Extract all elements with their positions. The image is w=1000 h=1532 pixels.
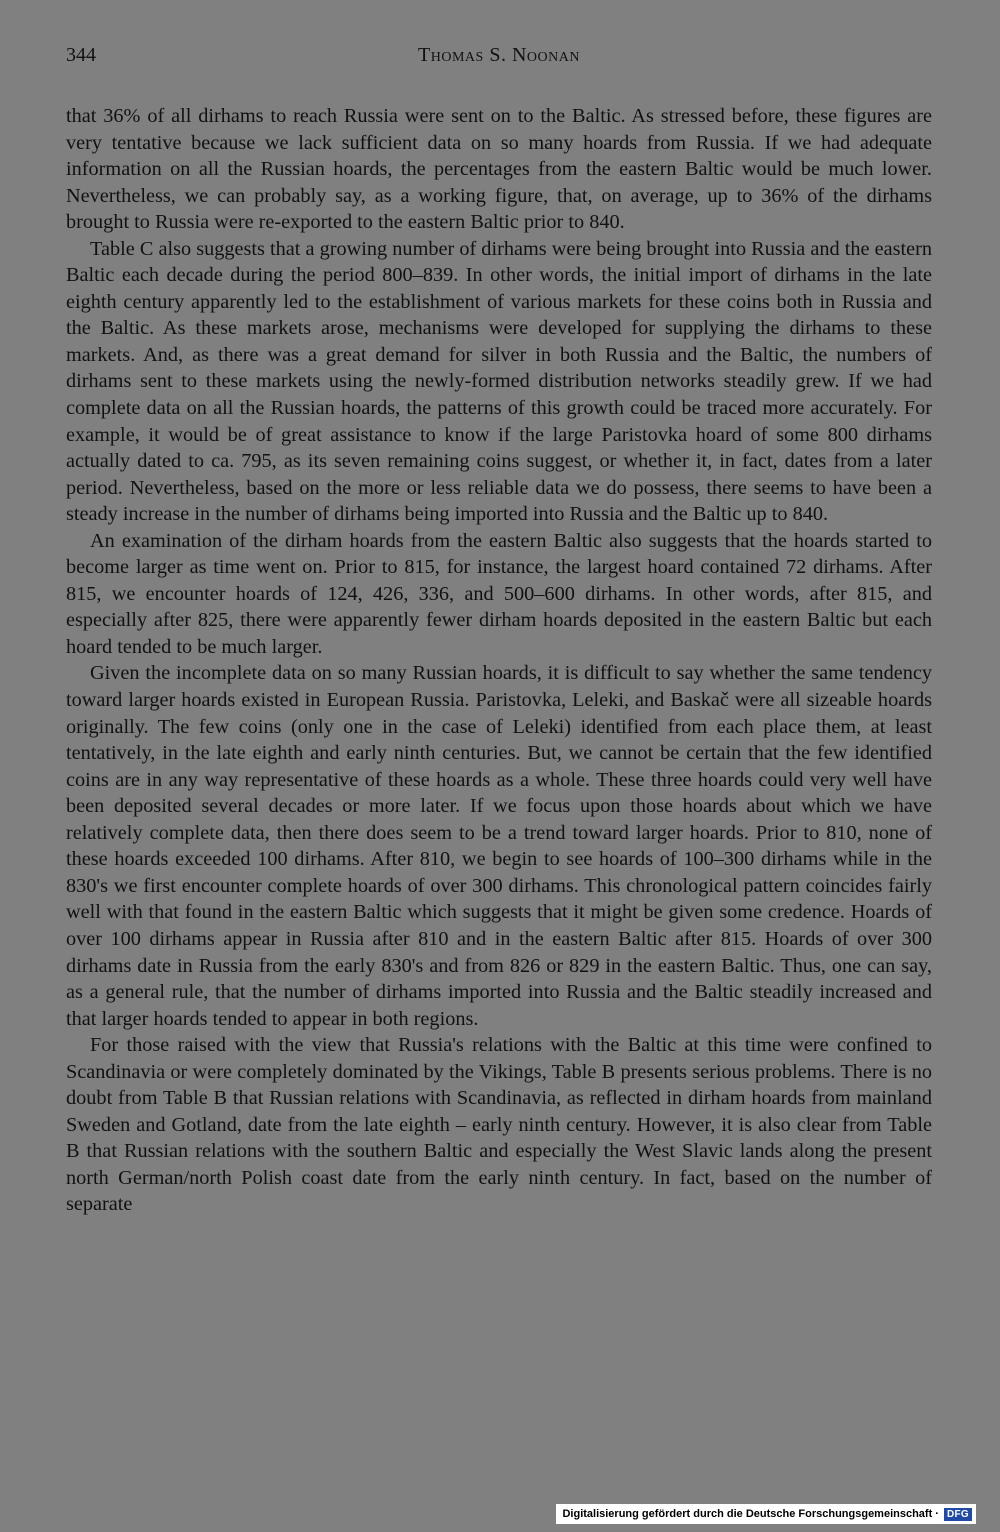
- body-text: [66, 103, 932, 1218]
- paragraph: Given the incomplete data on so many Russian hoards, it is difficult to say whether the same tendency toward larger hoards existed in European Russia. Paristovka, Leleki, and Baskač were all sizeable hoards originally. The few coins (only one in the case of Leleki) identified from each place them, at least tentatively, in the late eighth and early ninth centuries. But, we cannot be certain that the few identified coins are in any way representative of these hoards as a whole. These three hoards could very well have been deposited several decades or more later. If we focus upon those hoards about which we have relatively complete data, then there does seem to be a trend toward larger hoards. Prior to 810, none of these hoards exceeded 100 dirhams. After 810, we begin to see hoards of 100–300 dirhams while in the 830's we first encounter complete hoards of over 300 dirhams. This chronological pattern coincides fairly well with that found in the eastern Baltic which suggests that it might be given some credence. Hoards of over 100 dirhams appear in Russia after 810 and in the eastern Baltic after 815. Hoards of over 300 dirhams date in Russia from the early 830's and from 826 or 829 in the eastern Baltic. Thus, one can say, as a general rule, that the number of dirhams imported into Russia and the Baltic steadily increased and that larger hoards tended to appear in both regions.: [66, 662, 932, 1030]
- paragraph: Table C also suggests that a growing number of dirhams were being brought into Russia and the eastern Baltic each decade during the period 800–839. In other words, the initial import of dirhams in the late eighth century apparently led to the establishment of various markets for these coins both in Russia and the Baltic. As these markets arose, mechanisms were developed for supplying the dirhams to these markets. And, as there was a great demand for silver in both Russia and the Baltic, the numbers of dirhams sent to these markets using the newly-formed distribution networks steadily grew. If we had complete data on all the Russian hoards, the patterns of this growth could be traced more accurately. For example, it would be of great assistance to know if the large Paristovka hoard of some 800 dirhams actually dated to ca. 795, as its seven remaining coins suggest, or whether it, in fact, dates from a later period. Nevertheless, based on the more or less reliable data we do possess, there seems to have been a steady increase in the number of dirhams being imported into Russia and the Baltic up to 840.: [66, 237, 932, 526]
- paragraph: For those raised with the view that Russia's relations with the Baltic at this time were confined to Scandinavia or were completely dominated by the Vikings, Table B presents serious problems. There is no doubt from Table B that Russian relations with Scandinavia, as reflected in dirham hoards from mainland Sweden and Gotland, date from the late eighth – early ninth century. However, it is also clear from Table B that Russian relations with the southern Baltic and especially the West Slavic lands along the present north German/north Polish coast date from the early ninth century. In fact, based on the number of separate: [66, 1034, 932, 1216]
- running-head-author: Thomas S. Noonan: [418, 44, 580, 66]
- dfg-logo: DFG: [944, 1508, 972, 1521]
- paragraph: An examination of the dirham hoards from the eastern Baltic also suggests that the hoards started to become larger as time went on. Prior to 815, for instance, the largest hoard contained 72 dirhams. After 815, we encounter hoards of 124, 426, 336, and 500–600 dirhams. In other words, after 815, and especially after 825, there were apparently fewer dirham hoards deposited in the eastern Baltic but each hoard tended to be much larger.: [66, 529, 932, 658]
- paragraph: that 36% of all dirhams to reach Russia were sent on to the Baltic. As stressed before, these figures are very tentative because we lack sufficient data on so many hoards from Russia. If we had adequate information on all the Russian hoards, the percentages from the eastern Baltic would be much lower. Nevertheless, we can probably say, as a working figure, that, on average, up to 36% of the dirhams brought to Russia were re-exported to the eastern Baltic prior to 840.: [66, 105, 932, 234]
- digitization-credit-text: Digitalisierung gefördert durch die Deutsche Forschungsgemeinschaft ·: [562, 1508, 939, 1520]
- page-number: 344: [66, 44, 96, 66]
- running-head: [66, 44, 932, 70]
- digitization-credit: [556, 1504, 976, 1524]
